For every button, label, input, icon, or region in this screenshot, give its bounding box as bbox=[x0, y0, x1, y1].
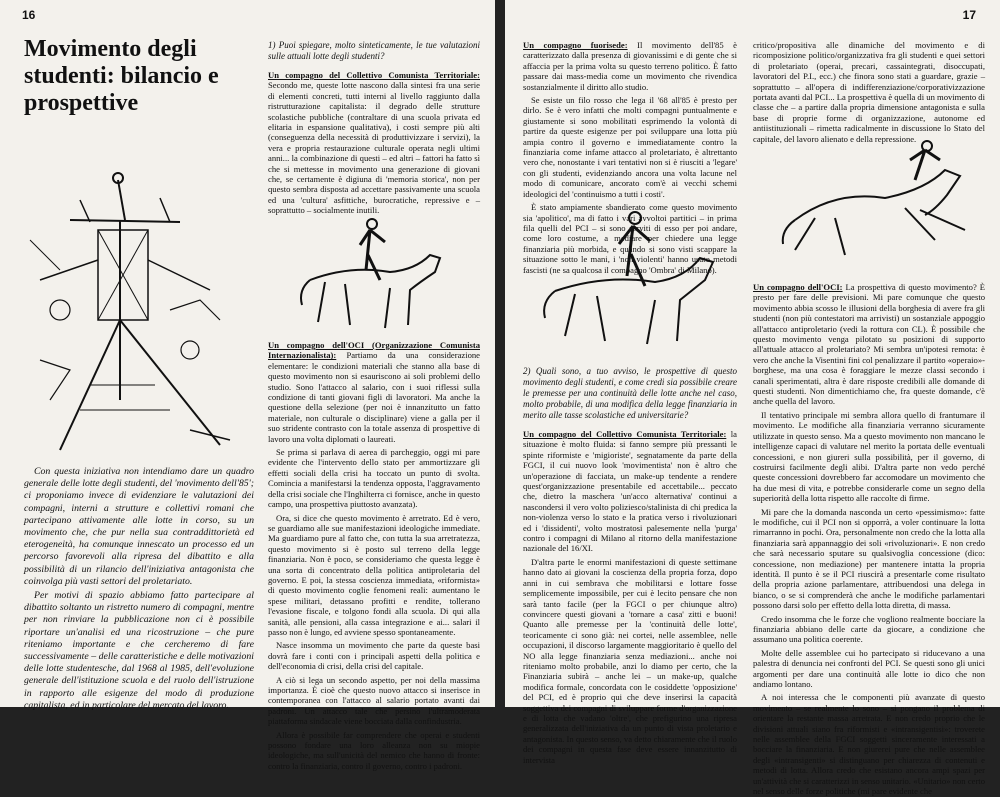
speaker-label: Un compagno dell'OCI: bbox=[753, 282, 843, 292]
answer-paragraph: È stato ampiamente sbandierato come questo movimento sia 'apolitico', ma di fatto i vari avvoltoi partitici – in prima fila quelli del PCI – si sono serviti di esso per poi andare, come loro costume, a mediare per chiedere una legge finanziaria più morbida, e quando si sono visti scappare la situazione sotto le mani, i 'non violenti' hanno usato metodi fascisti (ne sa qualcosa il compagno 'Ombra' di Milano). bbox=[523, 202, 737, 275]
answer-paragraph: Ora, si dice che questo movimento è arretrato. Ed è vero, se guardiamo alle sue manifestazioni ideologiche immediate. Ma guardiamo pure al fatto che, con tutta la sua arretratezza, questo movimento si è posto sul terreno della legge finanziaria. Non è poco, se consideriamo che questa legge è una sorta di concentrato della politica antiproletaria del governo. E poi, la stessa coscienza immediata, «riformista» di questo movimento coglie fenomeni reali: aumentano le spese militari, detassano profitti e rendite, tollerano l'evasione fiscale, e tolgono fondi alla scuola. Di qui alla sanità, alle pensioni, alla cassa integrazione e ai... salari il passo non è lungo, ed avviene spesso spontaneamente. bbox=[268, 512, 480, 637]
page-number: 17 bbox=[962, 8, 976, 22]
falling-horse-drawing bbox=[775, 140, 985, 270]
speaker-label: Un compagno del Collettivo Comunista Territoriale: bbox=[268, 70, 480, 80]
speaker-label: Un compagno fuorisede: bbox=[523, 40, 628, 50]
answer-paragraph: Se esiste un filo rosso che lega il '68 all'85 è presto per dirlo. Se è vero infatti che molti compagni puntualmente e giustamente si sono mobilitati esprimendo la volontà di partire da queste esigenze per poi sviluppare una lotta più ampia contro il governo e immediatamente contro la finanziaria come infame attacco al proletariato, è altrettanto vero che, nonostante i vari tentativi non si è riusciti a 'legare' con gli studenti, evidenziando ancora una volta lacune nel modo di comunicare, ancorato com'è ai vecchi schemi ideologici del 'continuismo a tutti i costi'. bbox=[523, 95, 737, 199]
answer-paragraph: D'altra parte le enormi manifestazioni di queste settimane hanno dato ai giovani la coscienza della propria forza, dopo anni in cui sembrava che mobilitarsi e lottare fosse semplicemente impossibile, per cui è lecito pensare che non sarà tanto facile (per la FGCI o per chiunque altro) convincere questi giovani a 'tornare a casa' zitti e buoni! Quanto alle premesse per la 'continuità delle lotte', teoricamente ci sono già: nei cortei, nelle assemblee, nelle occupazioni, il discorso largamente maggioritario è quello del NO alla legge finanziaria senza mediazioni... anche noi riteniamo molto probabile, anzi lo diamo per certo, che la Finanziaria subirà – anche lei – un make-up, qualche modifica formale, concordata con le cosiddette 'opposizione' del PCI, ed è proprio qui che deve inserirsi la capacità soggettiva dei compagni di sviluppare forme d'organizzazione e di lotta che vadano 'oltre', che prefigurino una ripresa generalizzata dell'iniziativa da un punto di vista proletario e antagonista. In questo senso, va detto chiaramente che il ruolo dei compagni in questa fase deve essere innanzitutto di intervista bbox=[523, 556, 737, 765]
answer-paragraph: Molte delle assemblee cui ho partecipato si riducevano a una palestra di denuncia nei confronti del PCI. Se questi sono gli unici argomenti per dare una continuità alle lotte io dico che non andiamo lontano. bbox=[753, 647, 985, 690]
answer-paragraph: Credo insomma che le forze che vogliono realmente bocciare la finanziaria abbiano delle carte da giocare, a condizione che assumano una politica coerente. bbox=[753, 613, 985, 645]
answer-text: la situazione è molto fluida: si fanno sempre più pressanti le spinte riformiste e 'migioriste', segnatamente da parte della FGCI, il cui nuovo look 'movimentista' non è altro che un'operazione di facciata, un make-up tendente a rendere quest'organizzazione presentabile ed accettabile... peccato che, dietro la maschera 'un'acco alternativa' continui a nascondersi il vero volto poliziesco/stalinista di chi predica la non-violenza verso lo stato e la pratica verso i rivoluzionari ed i 'dissidenti', volto mostratosi palesemente nella 'purga' contro i compagni di Milano al ritorno della manifestazione nazionale del 16/XI. bbox=[523, 429, 737, 554]
answer-paragraph: A noi interessa che le componenti più avanzate di questo movimento – se realmente lo sono – si pongano il problema di orientare la restante massa arretrata. E non credo proprio che le divisioni attuali siano fra riformisti e «intransigentisi»: troverete nelle assemblee della FGCI soggetti sinceramente interessati a bocciare la finanziaria. E non giurerei pure che nelle assemblee degli «intransigenti» si distinguano per chiarezza di contenuti e metodi di lotta. Allora credo che esistano ancora ampi spazi per un'attività che si caratterizzi in senso unitario. «Unitario» non certo nel senso delle forze politiche (mi pare evidente che bbox=[753, 692, 985, 797]
question-1: 1) Puoi spiegare, molto sinteticamente, le tue valutazioni sulle attuali lotte degli studenti? bbox=[268, 40, 480, 61]
intro-text bbox=[24, 466, 254, 711]
answer-paragraph: Mi pare che la domanda nasconda un certo «pessimismo»: fatte le modifiche, cui il PCI non si opporrà, a voler continuare la lotta rimarranno in pochi. Ora, personalmente non credo che la lotta alla finanziaria sarà appannaggio dei soli «rivoluzionari». E non credo che sarà necessario sputare su qualsivoglia concessione (dico: concessione, non mediazione) per mantenere intatta la propria identità. Il punto è se il PCI riuscirà a presentarle come risultato della propria azione parlamentare, attribuendosi una delega in bianco, o se si comprenderà che anche le modifiche parlamentari possono darsi solo per effetto della lotta diretta, di massa. bbox=[753, 506, 985, 611]
answer-paragraph: critico/propositiva alle dinamiche del movimento e di ricomposizione politico/organizzativa fra gli studenti e quei settori di proletariato (operai, precari, cassaintegrati, disoccupati, lavoratori del P.I., ecc.) che finora sono stati a guardare, grazie – soprattutto – all'opera di indifferenziazione/corporativizzazione portata avanti dal PCI... La prospettiva è quella di un movimento di classe che – a partire dalla propria dimensione antagonista e sulla base di proprie forme di organizzazione, autonome ed antiistituzionali – rimetta radicalmente in discussione lo Stato del capitale, del lavoro alienato e della repressione. bbox=[753, 40, 985, 144]
answer-text: Il movimento dell'85 è caratterizzato dalla presenza di giovanissimi e di gente che si affaccia per la prima volta su questo terreno politico. È fatto passare dai mass-media come un movimento che rivendica sostanzialmente il diritto allo studio. bbox=[523, 40, 737, 92]
horse-rider-drawing-2 bbox=[535, 196, 735, 356]
fuorisede-answer-block bbox=[523, 40, 737, 275]
fuorisede-answer-continued bbox=[753, 40, 985, 152]
stick-figure-drawing bbox=[20, 160, 240, 460]
answer-text: Partiamo da una considerazione elementare: le condizioni materiali che stanno alla base di questo movimento non si esauriscono ai soli problemi dello studio. Sono l'attacco al salario, con i suoi riflessi sulla condizione di tanti giovani figli di lavoratori. Ma anche la questione della selezione (per noi è innanzitutto un fatto materiale, non culturale o disciplinare) viene a galla per il suo stridente contrasto con la totale assenza di prospettive di lavoro una volta diplomati o laureati. bbox=[268, 350, 480, 444]
horse-rider-drawing bbox=[290, 210, 460, 340]
left-page bbox=[0, 0, 495, 771]
intro-paragraph: Con questa iniziativa non intendiamo dare un quadro generale delle lotte degli studenti, del 'movimento dell'85'; ci proponiamo invece di evidenziare le valutazioni dei compagni, interni a strutture e collettivi romani che partecipano attivamente alle lotte in corso, su un movimento che, che pur nella sua contraddittorietà ed eterogeneità, ha comunque innescato un processo ed un percorso favorevoli alla ripresa del dibattito e alla possibilità di un rilancio dell'iniziativa antagonista che coinvolga più vasti settori del proletariato. bbox=[24, 466, 254, 587]
question-2: 2) Quali sono, a tuo avviso, le prospettive di questo movimento degli studenti, e come credi sia possibile creare le premesse per una continuità delle lotte anche nel caso, molto probabile, di una modifica della legge finanziaria in merito alle tasse scolastiche ed universitarie? bbox=[523, 366, 737, 420]
oci-answer-block bbox=[268, 340, 481, 771]
answer-paragraph: A ciò si lega un secondo aspetto, per noi della massima importanza. È cioè che questo nuovo attacco si inserisce in contemporanea con l'attacco al salario portato avanti dai padroni. Un attacco tale che persino l'ultramoderata piattaforma sindacale viene bocciata dalla confindustria. bbox=[268, 674, 480, 727]
answer-paragraph: Nasce insomma un movimento che parte da queste basi dovrà fare i conti con i principali aspetti della politica e dell'economia di crisi, della crisi del capitale. bbox=[268, 640, 480, 672]
right-page bbox=[505, 0, 1000, 797]
answer-paragraph: Allora è possibile far comprendere che operai e studenti possono fondare una loro alleanza non su miopie ideologiche, ma sull'unicità del nemico che hanno di fronte: contro la finanziaria, contro il governo, contro i padroni. bbox=[268, 729, 480, 771]
question-2-block bbox=[523, 366, 737, 765]
answer-text: La prospettiva di questo movimento? È presto per fare delle previsioni. Mi pare comunque che questo movimento abbia scosso le illusioni della borghesia di avere fra gli studenti (non più contestatori ma arrivisti) un sostanziale appoggio all'attacco antiproletario (vedi la rottura con CL). È possibile che questo movimento venga pilotato su posizioni di supporto all'attuale attacco al proletariato? Mi sembra un'ipotesi remota: è vero che anche la Visentini fini col penalizzare il partito «operaio»-borghese, ma una cosa è foraggiare le mezze classi secondo i canali sperimentati, altra è dare risposte credibili alle domande di questi studenti. Non dimentichiamo che, fra queste domande, c'è anche quella del lavoro. bbox=[753, 282, 985, 407]
oci-answer-2-block bbox=[753, 282, 985, 797]
answer-text: Secondo me, queste lotte nascono dalla sintesi fra una serie di elementi concreti, tutti interni al livello raggiunto dalla ristrutturazione capitalista: il degrado delle strutture scolastiche pubbliche (contraltare di una scuola privata ed elitaria in espansione qualitativa), i costi sempre più alti (conseguenza della necessità di produttivizzare i servizi), la vera e propria restaurazione culturale operata negli ultimi anni... la combinazione di questi – ed altri – fattori ha fatto sì che si mettesse in movimento una generazione di giovani che, se certamente è digiuna di 'memoria storica', non per questo sembra disposta ad accettare passivamente una scuola ed una 'cultura' asfittiche, burocratiche, repressive e – soprattutto – socialmente inutili. bbox=[268, 80, 480, 216]
answer-paragraph: Se prima si parlava di aerea di parcheggio, oggi mi pare evidente che l'intervento dello stato per ammortizzare gli effetti sociali della crisi ha toccato un punto di svolta. Comincia a manifestarsi la tendenza opposta, l'aggravamento della crisi sociale che l'Inghilterra ci fornisce, anche in questo campo, una prospettiva piuttosto avanzata). bbox=[268, 447, 481, 510]
page-number: 16 bbox=[22, 8, 36, 22]
speaker-label: Un compagno dell'OCI (Organizzazione Comunista Internazionalista): bbox=[268, 340, 480, 361]
article-title: Movimento degli studenti: bilancio e prospettive bbox=[24, 36, 219, 116]
intro-paragraph: Per motivi di spazio abbiamo fatto partecipare al dibattito soltanto un ristretto numero di compagni, mentre per non rinviare la pubblicazione non ci è possibile riportare un'analisi ed una ricostruzione – che pure riteniamo importante e che cercheremo di fare successivamente – delle caratteristiche e delle motivazioni delle lotte studentesche, dal 1968 al 1985, dell'evoluzione generale dell'istituzione scuola e del ruolo dell'istruzione in rapporto alle esigenze del modo di produzione capitalista, ed in particolare del mercato del lavoro. bbox=[24, 590, 254, 711]
answer-paragraph: Il tentativo principale mi sembra allora quello di frantumare il movimento. Le modifiche alla finanziaria verranno sicuramente utilizzate in questo senso. Ma a questo movimento non mancano le intelligenze capaci di valutare nel merito la portata delle eventuali concessioni, e non giureri sulla possibilità, per il governo, di costruirsi facilmente degli alibi. D'altra parte non vedo perché queste concessioni dovrebbero far accomodare un movimento che ha due mesi di vita, e potrebbe considerarle come un segno della superiorità della lotta rispetto alle raccolte di firme. bbox=[753, 409, 985, 504]
speaker-label: Un compagno del Collettivo Comunista Territoriale: bbox=[523, 429, 727, 439]
question-1-block bbox=[268, 40, 480, 228]
